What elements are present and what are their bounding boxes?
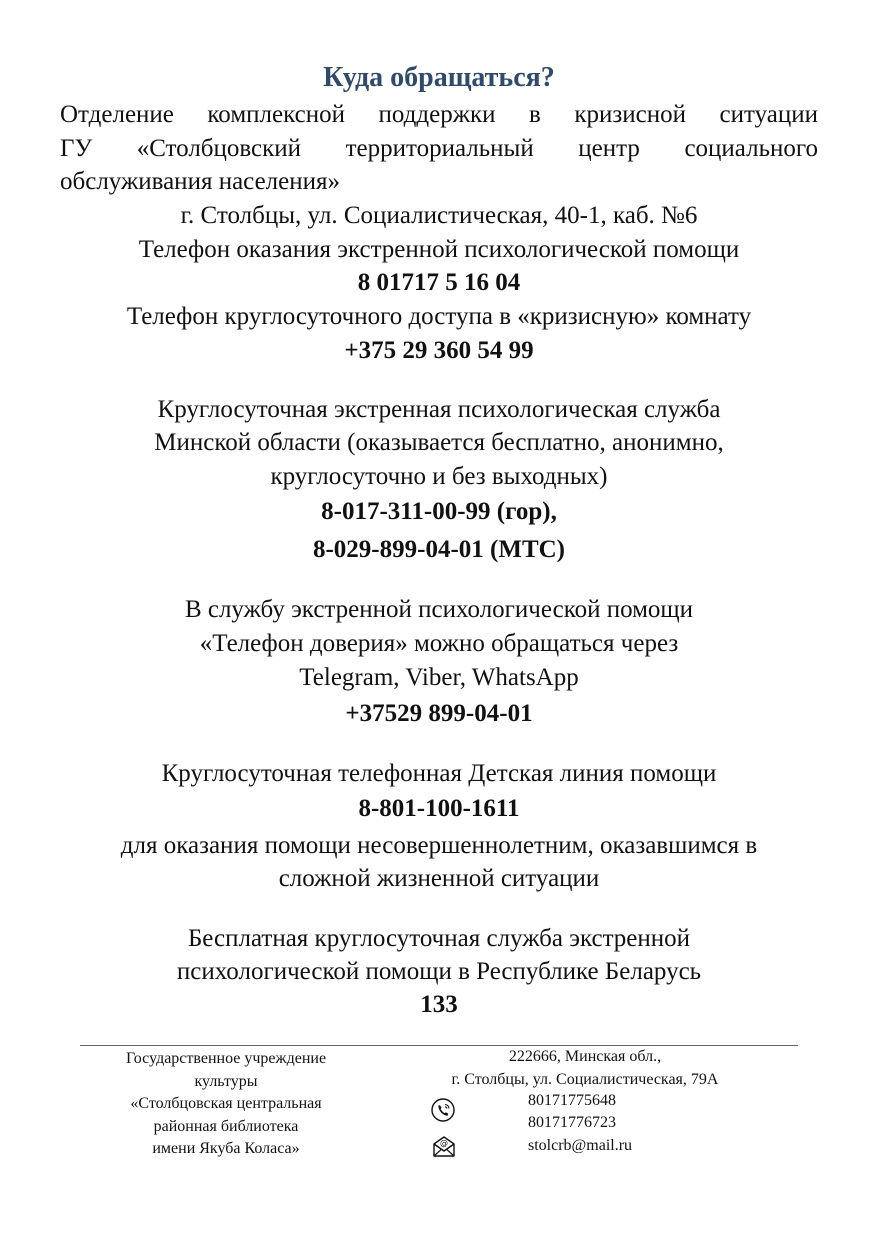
child-line-phone: 8‑801‑100‑1611 bbox=[358, 795, 520, 822]
intro-line-3: обслуживания населения» bbox=[60, 168, 340, 195]
address-line-1: 222666, Минская обл., bbox=[508, 1048, 662, 1065]
intro-line-1: Отделение комплексной поддержки в кризисной ситуации bbox=[60, 101, 818, 128]
trust-line-3: Telegram, Viber, WhatsApp bbox=[299, 664, 579, 691]
emergency-phone-label: Телефон оказания экстренной психологической помощи bbox=[138, 236, 740, 263]
minsk-service-phone-mts: 8‑029‑899‑04‑01 (МТС) bbox=[312, 536, 566, 563]
national-service-phone: 133 bbox=[420, 991, 458, 1018]
footer-phone-2: 80171776723 bbox=[528, 1114, 616, 1131]
child-line-label: Круглосуточная телефонная Детская линия помощи bbox=[161, 760, 717, 787]
footer-address bbox=[400, 1046, 770, 1091]
child-line-desc-2: сложной жизненной ситуации bbox=[278, 865, 600, 892]
crisis-room-label: Телефон круглосуточного доступа в «кризисную» комнату bbox=[126, 303, 752, 330]
org-line-1: Государственное учреждение bbox=[125, 1050, 327, 1067]
page-title: Куда обращаться? bbox=[323, 62, 555, 93]
crisis-room-phone: +375 29 360 54 99 bbox=[344, 337, 534, 364]
national-service-line-1: Бесплатная круглосуточная служба экстренной bbox=[187, 925, 691, 952]
org-line-5: имени Якуба Коласа» bbox=[152, 1140, 300, 1157]
national-service-line-2: психологической помощи в Республике Беларусь bbox=[176, 958, 702, 985]
minsk-service-line-2: Минской области (оказывается бесплатно, анонимно, bbox=[154, 429, 724, 456]
minsk-service-phone-city: 8‑017‑311‑00‑99 (гор), bbox=[321, 498, 557, 525]
org-line-3: «Столбцовская центральная bbox=[130, 1095, 322, 1112]
svg-text:@: @ bbox=[440, 1138, 448, 1148]
trust-phone: +37529 899‑04‑01 bbox=[345, 700, 533, 727]
emergency-phone: 8 01717 5 16 04 bbox=[357, 269, 521, 296]
center-intro bbox=[60, 98, 818, 199]
trust-line-1: В службу экстренной психологической помощи bbox=[184, 596, 694, 623]
footer-organization bbox=[100, 1048, 352, 1161]
org-line-4: районная библиотека bbox=[153, 1117, 299, 1135]
org-line-2: культуры bbox=[194, 1072, 258, 1090]
minsk-service-line-1: Круглосуточная экстренная психологическая служба bbox=[157, 396, 721, 423]
intro-line-2: ГУ «Столбцовский территориальный центр социального bbox=[60, 134, 818, 162]
child-line-desc-1: для оказания помощи несовершеннолетним, оказавшимся в bbox=[120, 832, 758, 859]
phone-icon bbox=[430, 1097, 456, 1123]
email-icon bbox=[431, 1133, 457, 1159]
address-line-2: г. Столбцы, ул. Социалистическая, 79А bbox=[451, 1070, 719, 1088]
footer-email[interactable]: stolcrb@mail.ru bbox=[528, 1137, 633, 1154]
trust-line-2: «Телефон доверия» можно обращаться через bbox=[199, 630, 679, 657]
footer-phone-1: 80171775648 bbox=[528, 1092, 616, 1109]
center-address: г. Столбцы, ул. Социалистическая, 40-1, каб. №6 bbox=[180, 202, 698, 229]
minsk-service-line-3: круглосуточно и без выходных) bbox=[270, 463, 608, 490]
